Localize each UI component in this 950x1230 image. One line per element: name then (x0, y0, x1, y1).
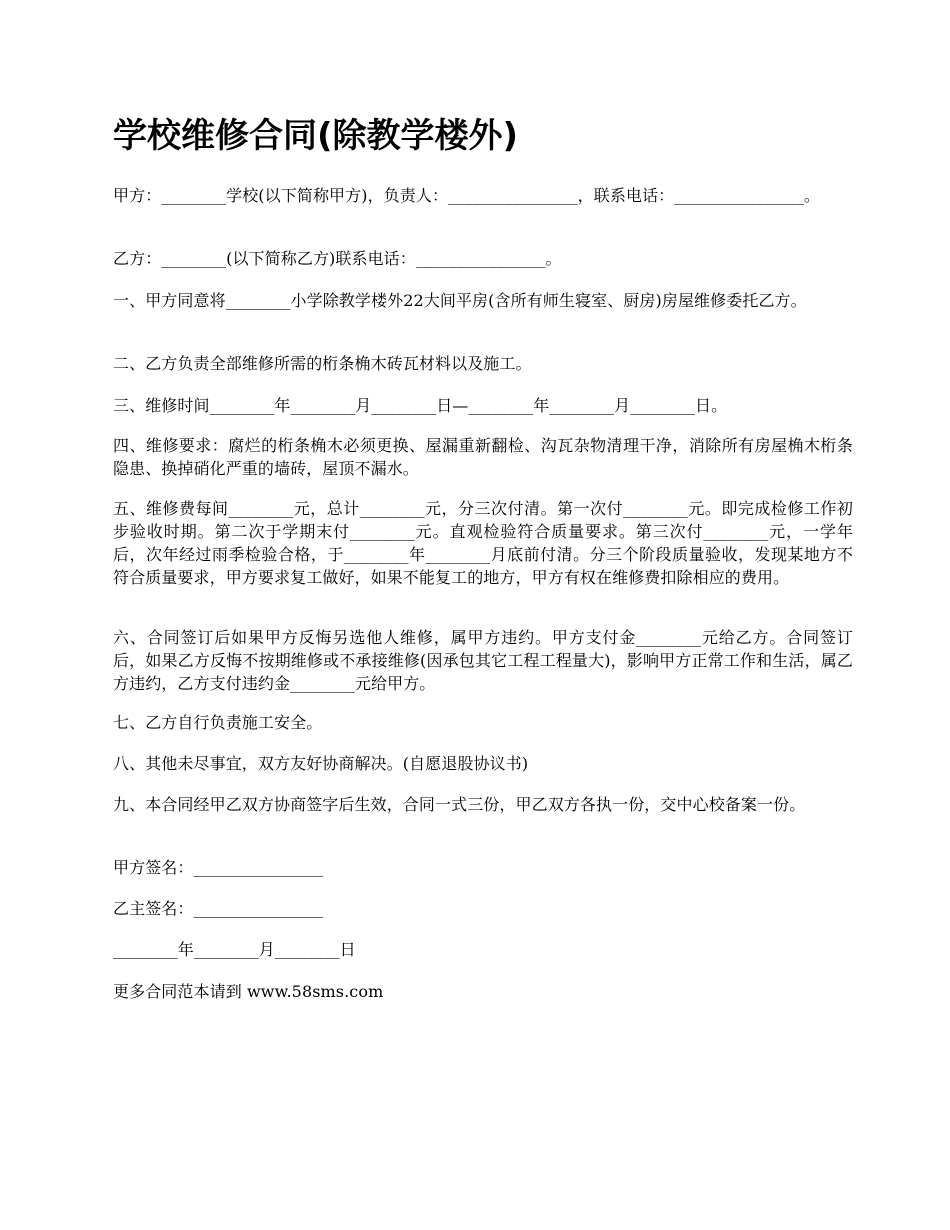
clause-2: 二、乙方负责全部维修所需的桁条桷木砖瓦材料以及施工。 (113, 354, 532, 373)
party-a-signature: 甲方签名：________________ (113, 858, 324, 877)
party-a-info: 甲方：________学校(以下简称甲方)，负责人：________________，联系电话：________________。 (113, 186, 820, 205)
party-b-signature: 乙主签名：________________ (113, 899, 324, 918)
footer-link-text: 更多合同范本请到 www.58sms.com (113, 982, 384, 1001)
clause-4: 四、维修要求：腐烂的桁条桷木必须更换、屋漏重新翻检、沟瓦杂物清理干净，消除所有房屋桷木桁条隐患、换掉硝化严重的墙砖，屋顶不漏水。 (113, 436, 853, 478)
page-title: 学校维修合同(除教学楼外) (113, 116, 519, 156)
clause-3: 三、维修时间________年________月________日—________年________月________日。 (113, 396, 728, 415)
clause-9: 九、本合同经甲乙双方协商签字后生效，合同一式三份，甲乙双方各执一份，交中心校备案一份。 (113, 795, 806, 814)
party-b-info: 乙方：________(以下简称乙方)联系电话：________________。 (113, 249, 562, 268)
clause-5: 五、维修费每间________元，总计________元，分三次付清。第一次付________元。即完成检修工作初步验收时期。第二次于学期末付________元。直观检验符合质量要求。第三次付________元，一学年后，次年经过雨季检验合格，于________年________月底前付清。分三个阶段质量验收，发现某地方不符合质量要求，甲方要求复工做好，如果不能复工的地方，甲方有权在维修费扣除相应的费用。 (113, 499, 853, 587)
signature-date: ________年________月________日 (113, 940, 356, 959)
clause-7: 七、乙方自行负责施工安全。 (113, 713, 323, 732)
clause-1: 一、甲方同意将________小学除教学楼外22大间平房(含所有师生寝室、厨房)房屋维修委托乙方。 (113, 291, 807, 310)
clause-6: 六、合同签订后如果甲方反悔另选他人维修，属甲方违约。甲方支付金________元给乙方。合同签订后，如果乙方反悔不按期维修或不承接维修(因承包其它工程工程量大)，影响甲方正常工作和生活，属乙方违约，乙方支付违约金________元给甲方。 (113, 628, 853, 693)
clause-8: 八、其他未尽事宜，双方友好协商解决。(自愿退股协议书) (113, 754, 529, 773)
